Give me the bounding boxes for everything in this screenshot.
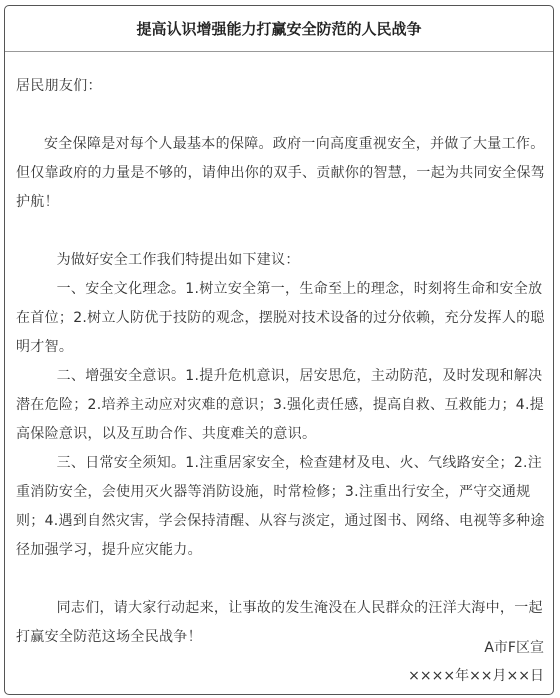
letter-frame	[4, 5, 554, 695]
suggestions-lead: 为做好安全工作我们特提出如下建议：	[56, 252, 300, 268]
greeting: 居民朋友们：	[16, 78, 102, 94]
spacer	[16, 101, 551, 130]
document-title: 提高认识增强能力打赢安全防范的人民战争	[136, 20, 422, 38]
closing-paragraph: 同志们，请大家行动起来，让事故的发生淹没在人民群众的汪洋大海中，一起打赢安全防范这场全民战争！	[16, 600, 543, 645]
suggestion-1: 一、安全文化理念。1.树立安全第一，生命至上的理念，时刻将生命和安全放在首位；2.树立人防优于技防的观念，摆脱对技术设备的过分依赖，充分发挥人的聪明才智。	[16, 281, 545, 355]
spacer	[16, 217, 551, 246]
signature-date: ××××年××月××日	[408, 668, 544, 684]
signature-issuer: A市F区宣	[484, 640, 544, 656]
letter-body	[16, 72, 551, 652]
intro-paragraph: 安全保障是对每个人最基本的保障。政府一向高度重视安全，并做了大量工作。但仅靠政府的力量是不够的，请伸出你的双手、贡献你的智慧，一起为共同安全保驾护航！	[16, 136, 546, 210]
suggestion-3: 三、日常安全须知。1.注重居家安全，检查建材及电、火、气线路安全；2.注重消防安全，会使用灭火器等消防设施，时常检修；3.注重出行安全，严守交通规则；4.遇到自然灾害，学会保持清醒、从容与淡定，通过图书、网络、电视等多种途径加强学习，提升应灾能力。	[16, 455, 545, 558]
title-divider	[5, 51, 553, 52]
suggestion-2: 二、增强安全意识。1.提升危机意识，居安思危，主动防范，及时发现和解决潜在危险；2.培养主动应对灾难的意识；3.强化责任感，提高自救、互救能力；4.提高保险意识，以及互助合作、共度难关的意识。	[16, 368, 545, 442]
spacer	[16, 565, 551, 594]
